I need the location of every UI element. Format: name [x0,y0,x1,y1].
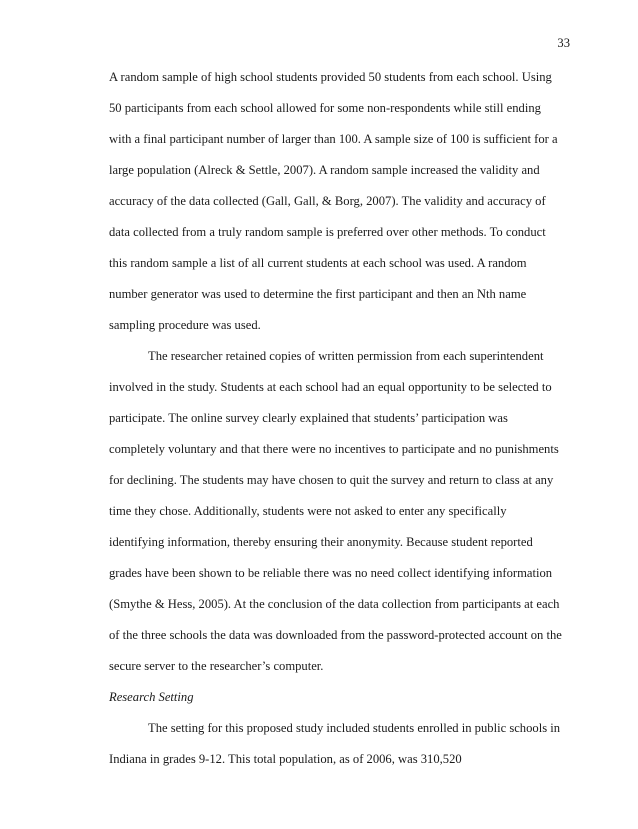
paragraph-line: The researcher retained copies of written permission from each superintendent [148,349,544,363]
paragraph-line: (Smythe & Hess, 2005). At the conclusion of the data collection from participants at each [109,597,560,611]
paragraph-line: identifying information, thereby ensuring their anonymity. Because student reported [109,535,533,549]
section-heading: Research Setting [109,690,194,704]
paragraph-line: of the three schools the data was downloaded from the password-protected account on the [109,628,562,642]
paragraph-line: grades have been shown to be reliable there was no need collect identifying information [109,566,553,580]
paragraph-line: time they chose. Additionally, students were not asked to enter any specifically [109,504,507,518]
paragraph-line: A random sample of high school students provided 50 students from each school. Using [109,70,552,84]
paragraph-line: this random sample a list of all current students at each school was used. A random [109,256,527,270]
paragraph-line: secure server to the researcher’s computer. [109,659,324,673]
paragraph-line: for declining. The students may have chosen to quit the survey and return to class at any [109,473,554,487]
page-number: 33 [557,36,570,50]
paragraph-line: with a final participant number of larger than 100. A sample size of 100 is sufficient for a [109,132,558,146]
paragraph-line: sampling procedure was used. [109,318,261,332]
paragraph-line: completely voluntary and that there were no incentives to participate and no punishments [109,442,559,456]
paragraph-line: number generator was used to determine the first participant and then an Nth name [109,287,527,301]
paragraph-line: 50 participants from each school allowed for some non-respondents while still ending [109,101,541,115]
paragraph-line: data collected from a truly random sample is preferred over other methods. To conduct [109,225,546,239]
paragraph-line: The setting for this proposed study included students enrolled in public schools in [148,721,561,735]
paragraph-line: Indiana in grades 9-12. This total population, as of 2006, was 310,520 [109,752,462,766]
paragraph-line: involved in the study. Students at each school had an equal opportunity to be selected to [109,380,552,394]
paragraph-line: accuracy of the data collected (Gall, Gall, & Borg, 2007). The validity and accuracy of [109,194,546,208]
paragraph-line: large population (Alreck & Settle, 2007). A random sample increased the validity and [109,163,540,177]
paragraph-line: participate. The online survey clearly explained that students’ participation was [109,411,508,425]
